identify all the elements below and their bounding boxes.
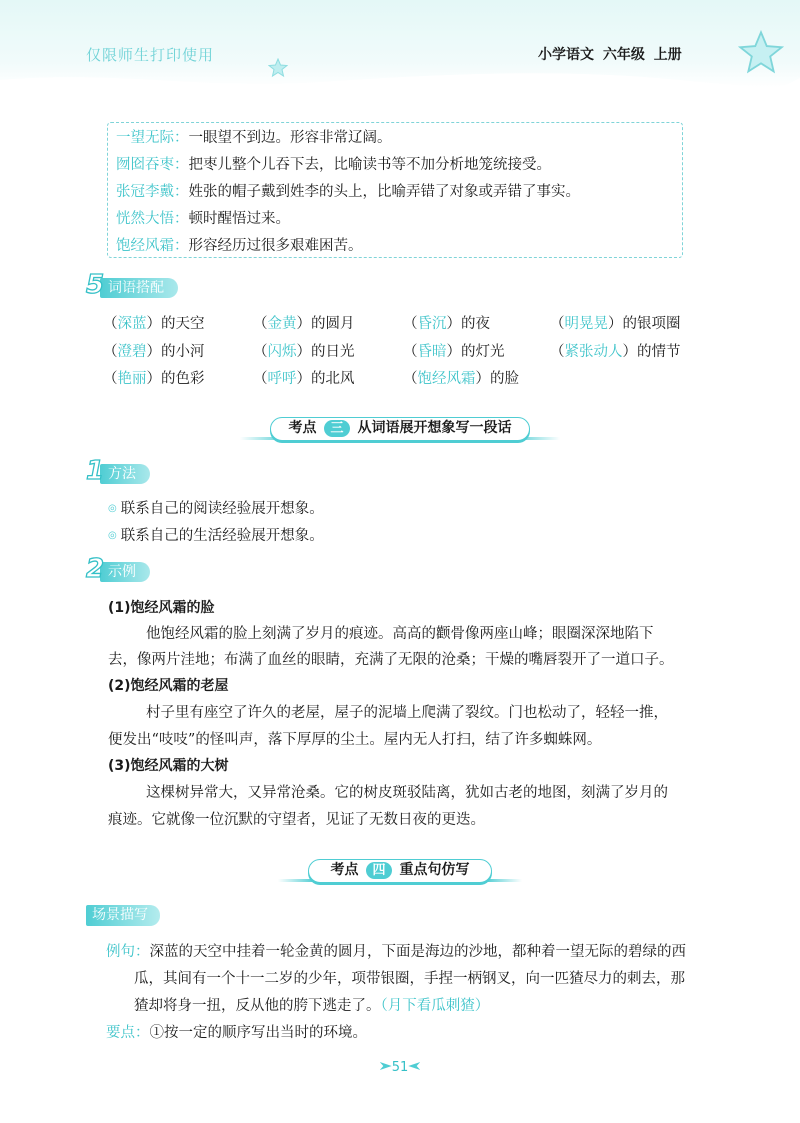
collocation-answer: 闪烁: [267, 344, 297, 360]
header-wave: [0, 60, 800, 100]
example-title: (2)饱经风霜的老屋: [108, 678, 229, 694]
section-heading-method: [86, 456, 176, 488]
example-line: 便发出“吱吱”的怪叫声，落下厚厚的尘土。屋内无人打扫，结了许多蜘蛛网。: [108, 732, 602, 748]
key-point-line: 要点：①按一定的顺序写出当时的环境。: [106, 1025, 367, 1041]
section-label: 词语搭配: [100, 278, 178, 298]
banner-box: [270, 417, 530, 441]
collocation-answer: 呼呼: [267, 371, 297, 387]
bullet-icon: ◎: [108, 503, 117, 514]
definition-row: [116, 152, 674, 179]
banner-prefix: 考点: [330, 862, 359, 878]
kaodian-3-banner: [240, 413, 560, 443]
section-label: 方法: [100, 464, 150, 484]
definition-row: [116, 206, 674, 233]
example-title: (3)饱经风霜的大树: [108, 758, 229, 774]
collocation-item: （澄碧）的小河: [103, 344, 205, 360]
definition-row: [116, 233, 674, 260]
header-grade: 六年级: [602, 47, 645, 63]
example-source: （月下看瓜刺猹）: [380, 998, 490, 1014]
collocation-item: （金黄）的圆月: [253, 316, 355, 332]
definition-term: 饱经风霜：: [116, 238, 189, 254]
example-sentence-line: 猹却将身一扭，反从他的胯下逃走了。（月下看瓜刺猹）: [134, 998, 490, 1014]
definition-term: 张冠李戴：: [116, 184, 189, 200]
method-item: ◎ 联系自己的生活经验展开想象。: [108, 528, 324, 544]
collocation-item: （呼呼）的北风: [253, 371, 355, 387]
definition-term: 囫囵吞枣：: [116, 157, 189, 173]
collocation-item: （昏沉）的夜: [403, 316, 490, 332]
key-point-label: 要点：: [106, 1025, 150, 1041]
banner-title: 从词语展开想象写一段话: [357, 420, 512, 436]
section-number: 1: [86, 456, 105, 486]
banner-box: [308, 859, 492, 883]
definition-text: 姓张的帽子戴到姓李的头上，比喻弄错了对象或弄错了事实。: [188, 184, 580, 200]
header-course-info: [538, 44, 682, 64]
example-title: (1)饱经风霜的脸: [108, 600, 215, 616]
definition-text: 形容经历过很多艰难困苦。: [188, 238, 363, 254]
definition-term: 恍然大悟：: [116, 211, 189, 227]
page-number: 51: [364, 1060, 436, 1075]
section-number: 5: [86, 270, 105, 300]
example-line: 他饱经风霜的脸上刻满了岁月的痕迹。高高的颧骨像两座山峰；眼圈深深地陷下: [146, 626, 654, 642]
kaodian-4-banner: [278, 855, 522, 885]
example-sentence-line: 瓜，其间有一个十一二岁的少年，项带银圈，手捏一柄钢叉，向一匹猹尽力的刺去，那: [134, 971, 685, 987]
collocation-item: （昏暗）的灯光: [403, 344, 505, 360]
example-line: 村子里有座空了许久的老屋，屋子的泥墙上爬满了裂纹。门也松动了，轻轻一推，: [146, 705, 668, 721]
collocation-answer: 艳丽: [117, 371, 147, 387]
collocation-item: （明晃晃）的银项圈: [550, 316, 681, 332]
example-sentence-line: 例句：深蓝的天空中挂着一轮金黄的圆月，下面是海边的沙地，都种着一望无际的碧绿的西: [106, 944, 686, 960]
banner-badge: 三: [324, 420, 349, 437]
bullet-icon: ◎: [108, 530, 117, 541]
example-line: 痕迹。它就像一位沉默的守望者，见证了无数日夜的更迭。: [108, 812, 485, 828]
definition-text: 一眼望不到边。形容非常辽阔。: [188, 130, 392, 146]
collocation-answer: 明晃晃: [564, 316, 608, 332]
banner-prefix: 考点: [288, 420, 317, 436]
collocation-answer: 昏沉: [417, 316, 447, 332]
page-arrow-right-icon: [408, 1062, 420, 1070]
collocation-item: （深蓝）的天空: [103, 316, 205, 332]
scene-tag: 场景描写: [86, 905, 160, 926]
definition-row: [116, 125, 674, 152]
section-number: 2: [86, 554, 105, 584]
example-label: 例句：: [106, 944, 150, 960]
definition-text: 顿时醒悟过来。: [188, 211, 290, 227]
collocation-answer: 金黄: [267, 316, 297, 332]
collocation-answer: 澄碧: [117, 344, 147, 360]
page-arrow-left-icon: [380, 1062, 392, 1070]
collocation-item: （艳丽）的色彩: [103, 371, 205, 387]
collocation-answer: 深蓝: [117, 316, 147, 332]
banner-badge: 四: [366, 862, 391, 879]
collocation-answer: 饱经风霜: [417, 371, 476, 387]
example-line: 去，像两片洼地；布满了血丝的眼睛，充满了无限的沧桑；干燥的嘴唇裂开了一道口子。: [108, 652, 674, 668]
definitions-box: [107, 122, 683, 258]
section-heading-examples: [86, 554, 176, 586]
banner-title: 重点句仿写: [399, 862, 470, 878]
header-subject: 小学语文: [538, 47, 594, 63]
header-volume: 上册: [653, 47, 682, 63]
collocation-item: （闪烁）的日光: [253, 344, 355, 360]
collocation-item: （饱经风霜）的脸: [403, 371, 519, 387]
example-line: 这棵树异常大，又异常沧桑。它的树皮斑驳陆离，犹如古老的地图，刻满了岁月的: [146, 785, 668, 801]
collocation-answer: 紧张动人: [564, 344, 623, 360]
star-icon: [268, 58, 288, 78]
section-heading-collocation: [86, 270, 226, 302]
definition-text: 把枣儿整个儿吞下去，比喻读书等不加分析地笼统接受。: [188, 157, 551, 173]
collocation-answer: 昏暗: [417, 344, 447, 360]
method-item: ◎ 联系自己的阅读经验展开想象。: [108, 501, 324, 517]
watermark: 仅限师生打印使用: [86, 46, 215, 64]
collocation-item: （紧张动人）的情节: [550, 344, 681, 360]
section-label: 示例: [100, 562, 150, 582]
definition-term: 一望无际：: [116, 130, 189, 146]
definition-row: [116, 179, 674, 206]
star-icon: [738, 30, 784, 76]
